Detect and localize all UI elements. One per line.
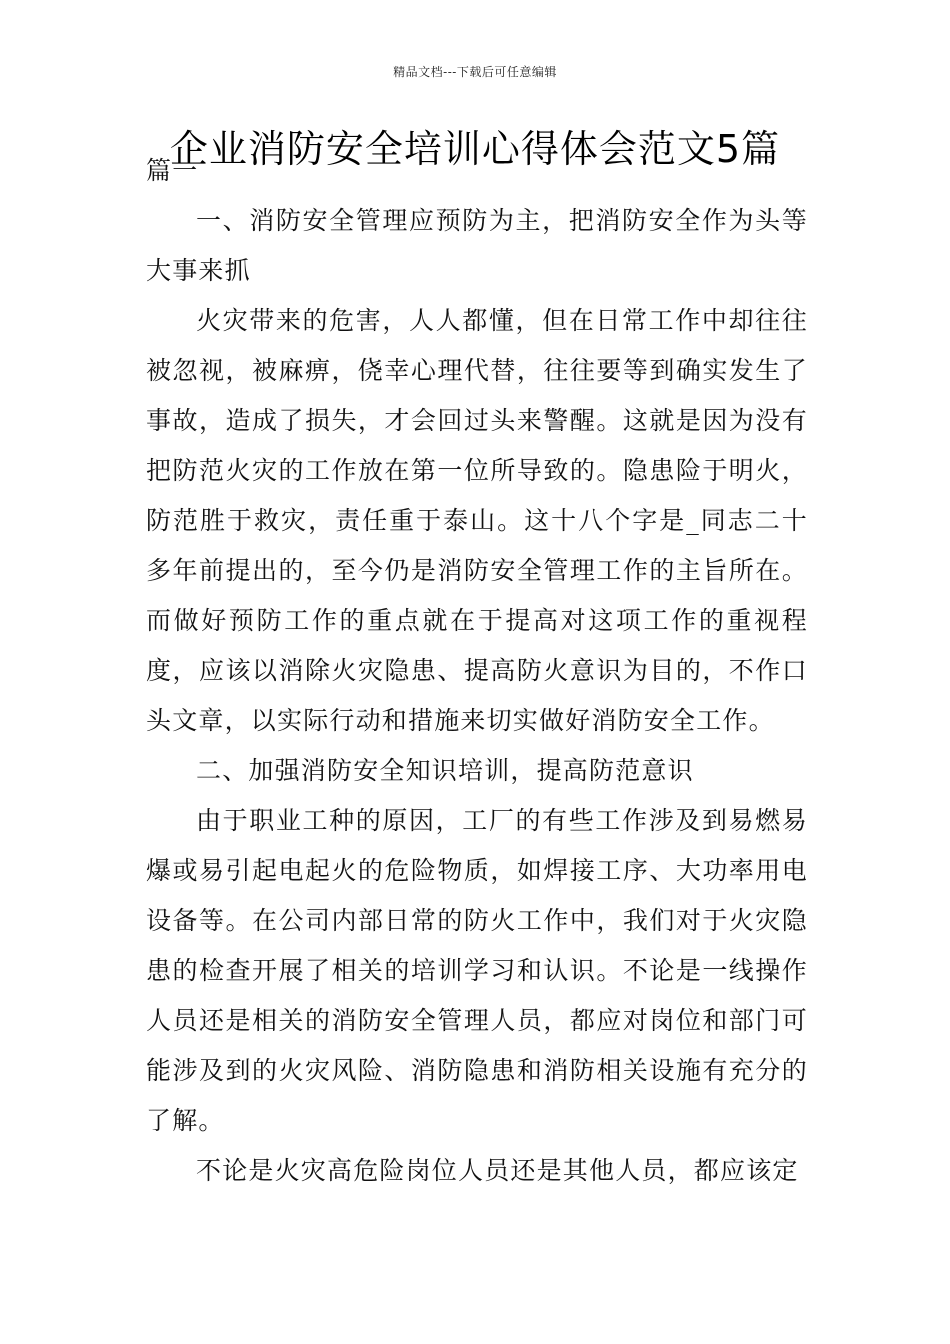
heading-paragraph-2: 二、加强消防安全知识培训，提高防范意识 bbox=[196, 756, 694, 785]
body-paragraph-1: 火灾带来的危害，人人都懂，但在日常工作中却往往被忽视，被麻痹，侥幸心理代替，往往要等到确实发生了事故，造成了损失，才会回过头来警醒。这就是因为没有把防范火灾的工作放在第一位所导致的。隐患险于明火，防范胜于救灾，责任重于泰山。这十八个字是_同志二十多年前提出的，至今仍是消防安全管理工作的主旨所在。而做好预防工作的重点就在于提高对这项工作的重视程度，应该以消除火灾隐患、提高防火意识为目的，不作口头文章，以实际行动和措施来切实做好消防安全工作。 bbox=[146, 306, 808, 735]
body-paragraph-2: 由于职业工种的原因，工厂的有些工作涉及到易燃易爆或易引起电起火的危险物质，如焊接工序、大功率用电设备等。在公司内部日常的防火工作中，我们对于火灾隐患的检查开展了相关的培训学习和认识。不论是一线操作人员还是相关的消防安全管理人员，都应对岗位和部门可能涉及到的火灾风险、消防隐患和消防相关设施有充分的了解。 bbox=[146, 806, 808, 1135]
document-body bbox=[146, 146, 808, 1196]
document-title: 企业消防安全培训心得体会范文5篇 bbox=[169, 127, 781, 171]
heading-paragraph-1: 一、消防安全管理应预防为主，把消防安全作为头等大事来抓 bbox=[146, 206, 808, 285]
header-note: 精品文档---下载后可任意编辑 bbox=[393, 65, 557, 79]
body-paragraph-3: 不论是火灾高危险岗位人员还是其他人员，都应该定 bbox=[196, 1156, 799, 1185]
section-label: 篇一 bbox=[146, 156, 199, 185]
